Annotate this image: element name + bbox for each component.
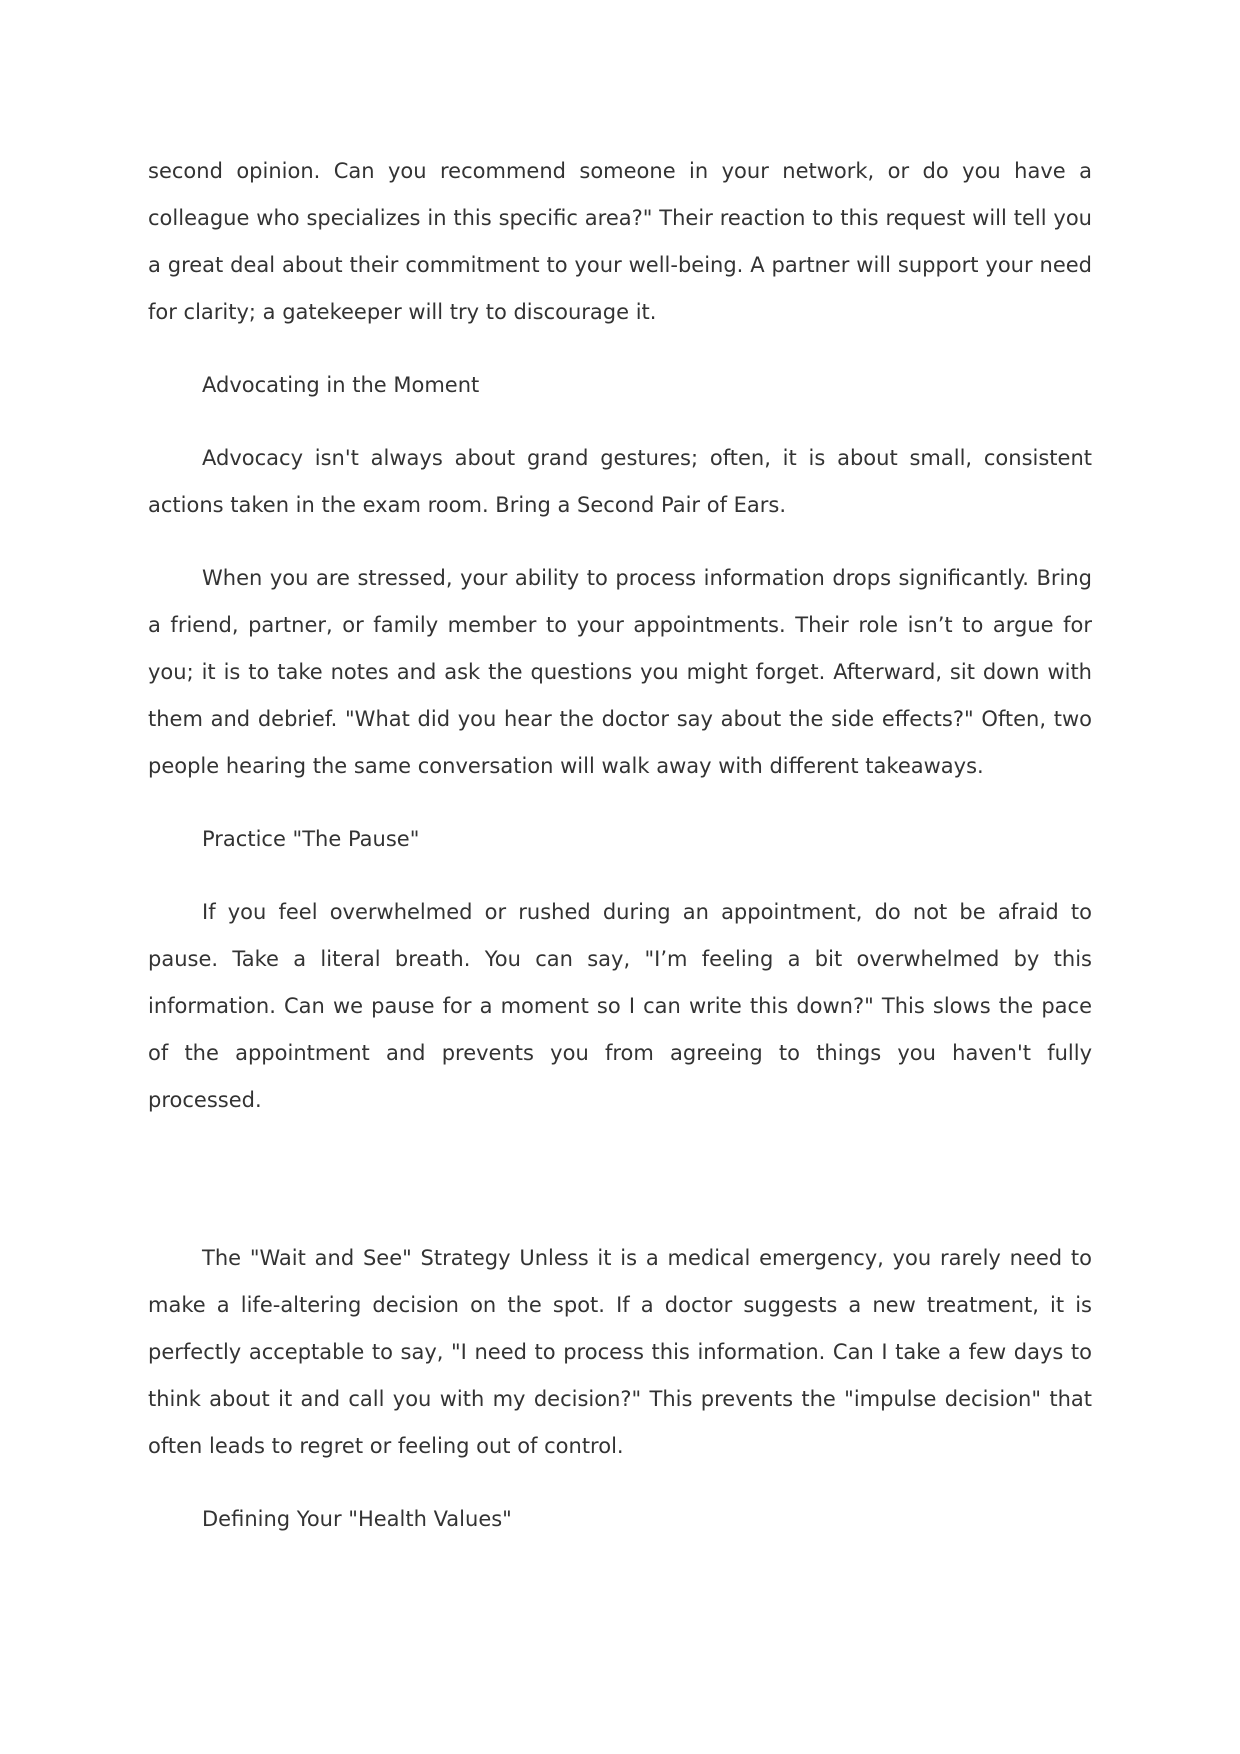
heading-defining-health-values: Defining Your "Health Values": [202, 1507, 512, 1531]
paragraph-advocacy: Advocacy isn't always about grand gestures; often, it is about small, consistent actions taken in the exam room. Bring a Second Pair of Ears.: [148, 446, 1092, 517]
text-column: [148, 148, 1092, 1569]
paragraph-overwhelmed: If you feel overwhelmed or rushed during an appointment, do not be afraid to pause. Take a literal breath. You can say, "I’m feeling a bit overwhelmed by this information. Can we pause for a moment so I can write this down?" This slows the pace of the appointment and prevents you from agreeing to things you haven't fully processed.: [148, 900, 1092, 1112]
paragraph-wait-and-see: The "Wait and See" Strategy Unless it is a medical emergency, you rarely need to make a life-altering decision on the spot. If a doctor suggests a new treatment, it is perfectly acceptable to say, "I need to process this information. Can I take a few days to think about it and call you with my decision?" This prevents the "impulse decision" that often leads to regret or feeling out of control.: [148, 1246, 1092, 1458]
paragraph-second-opinion: second opinion. Can you recommend someone in your network, or do you have a colleague who specializes in this specific area?" Their reaction to this request will tell you a great deal about their commitment to your well-being. A partner will support your need for clarity; a gatekeeper will try to discourage it.: [148, 159, 1092, 324]
heading-advocating-in-the-moment: Advocating in the Moment: [202, 373, 480, 397]
paragraph-stressed: When you are stressed, your ability to process information drops significantly. Bring a friend, partner, or family member to your appointments. Their role isn’t to argue for you; it is to take notes and ask the questions you might forget. Afterward, sit down with them and debrief. "What did you hear the doctor say about the side effects?" Often, two people hearing the same conversation will walk away with different takeaways.: [148, 566, 1092, 778]
heading-practice-the-pause: Practice "The Pause": [202, 827, 420, 851]
